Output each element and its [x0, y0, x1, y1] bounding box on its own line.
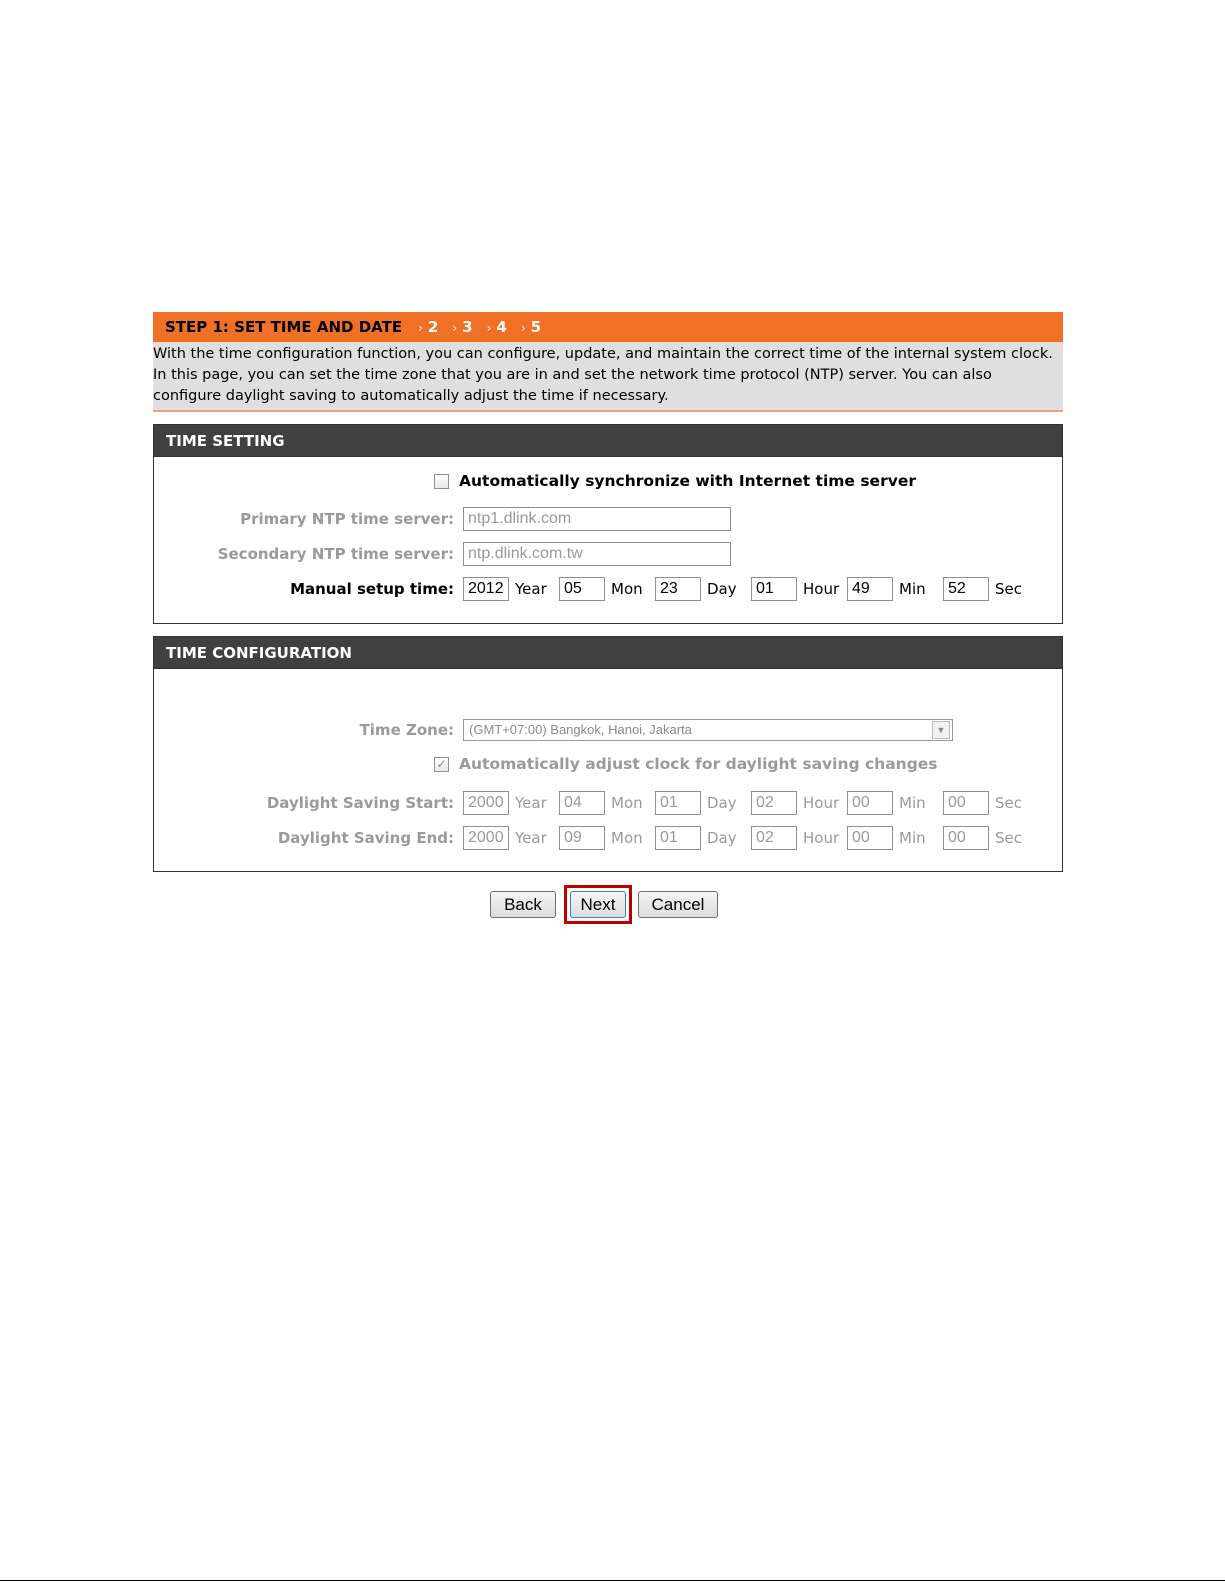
sec-unit: Sec — [995, 794, 1022, 812]
page-bottom-divider — [0, 1580, 1225, 1581]
primary-ntp-label: Primary NTP time server: — [240, 510, 454, 528]
manual-hour-input[interactable] — [751, 577, 797, 601]
mon-unit: Mon — [611, 580, 643, 598]
auto-sync-checkbox[interactable] — [434, 474, 449, 489]
manual-min-input[interactable] — [847, 577, 893, 601]
day-unit: Day — [707, 580, 737, 598]
timezone-select[interactable] — [463, 719, 953, 741]
sec-unit: Sec — [995, 829, 1022, 847]
hour-unit: Hour — [803, 794, 840, 812]
timezone-label: Time Zone: — [359, 721, 454, 739]
chevron-right-icon: › — [486, 321, 492, 335]
dst-start-day-input[interactable] — [655, 791, 701, 815]
hour-unit: Hour — [803, 580, 840, 598]
dst-end-hour-input[interactable] — [751, 826, 797, 850]
timezone-row — [154, 716, 1062, 744]
dst-start-min-input[interactable] — [847, 791, 893, 815]
secondary-ntp-label: Secondary NTP time server: — [217, 545, 454, 563]
time-config-section — [153, 636, 1063, 872]
min-unit: Min — [899, 794, 926, 812]
year-unit: Year — [515, 794, 547, 812]
manual-sec-input[interactable] — [943, 577, 989, 601]
chevron-right-icon: › — [520, 321, 526, 335]
year-unit: Year — [515, 580, 547, 598]
dst-end-mon-input[interactable] — [559, 826, 605, 850]
year-unit: Year — [515, 829, 547, 847]
dst-end-min-input[interactable] — [847, 826, 893, 850]
step-bar — [153, 312, 1063, 342]
min-unit: Min — [899, 580, 926, 598]
intro-text: With the time configuration function, you can configure, update, and maintain the correct time of the internal system clock. In this page, you can set the time zone that you are in and set the network time protocol (NTP) server. You can also configure daylight saving to automatically adjust the time if necessary. — [153, 342, 1063, 412]
chevron-down-icon[interactable]: ▼ — [932, 721, 950, 739]
dst-start-mon-input[interactable] — [559, 791, 605, 815]
chevron-right-icon: › — [452, 321, 458, 335]
step-list — [418, 318, 541, 336]
dst-auto-label: Automatically adjust clock for daylight saving changes — [459, 755, 938, 773]
manual-mon-input[interactable] — [559, 577, 605, 601]
time-config-title: TIME CONFIGURATION — [154, 637, 1062, 669]
dst-auto-checkbox[interactable]: ✓ — [434, 757, 449, 772]
time-setting-section — [153, 424, 1063, 624]
step-link-4[interactable]: › 4 — [486, 318, 507, 336]
mon-unit: Mon — [611, 794, 643, 812]
action-buttons — [490, 885, 718, 924]
dst-end-day-input[interactable] — [655, 826, 701, 850]
time-setting-body — [154, 457, 1062, 623]
step-link-2[interactable]: › 2 — [418, 318, 439, 336]
chevron-right-icon: › — [418, 321, 423, 335]
step-link-3[interactable]: › 3 — [452, 318, 473, 336]
dst-start-year-input[interactable] — [463, 791, 509, 815]
step-title: STEP 1: SET TIME AND DATE — [165, 318, 403, 336]
primary-ntp-row — [154, 505, 1062, 533]
min-unit: Min — [899, 829, 926, 847]
sec-unit: Sec — [995, 580, 1022, 598]
secondary-ntp-input[interactable] — [463, 542, 731, 566]
wizard-panel — [153, 312, 1063, 872]
next-button-highlight — [564, 885, 632, 924]
cancel-button[interactable]: Cancel — [638, 891, 718, 918]
mon-unit: Mon — [611, 829, 643, 847]
manual-time-label: Manual setup time: — [290, 580, 454, 598]
auto-sync-label: Automatically synchronize with Internet time server — [459, 472, 916, 490]
time-config-body — [154, 669, 1062, 871]
back-button[interactable]: Back — [490, 891, 556, 918]
dst-end-row — [154, 824, 1062, 852]
manual-time-row — [154, 575, 1062, 603]
day-unit: Day — [707, 794, 737, 812]
dst-start-hour-input[interactable] — [751, 791, 797, 815]
next-button[interactable]: Next — [570, 891, 626, 918]
auto-sync-row — [154, 467, 1062, 495]
dst-start-row — [154, 789, 1062, 817]
manual-year-input[interactable] — [463, 577, 509, 601]
timezone-value: (GMT+07:00) Bangkok, Hanoi, Jakarta — [469, 722, 692, 737]
dst-auto-row — [154, 750, 1062, 778]
time-setting-title: TIME SETTING — [154, 425, 1062, 457]
dst-end-label: Daylight Saving End: — [277, 829, 454, 847]
secondary-ntp-row — [154, 540, 1062, 568]
day-unit: Day — [707, 829, 737, 847]
dst-end-year-input[interactable] — [463, 826, 509, 850]
hour-unit: Hour — [803, 829, 840, 847]
primary-ntp-input[interactable] — [463, 507, 731, 531]
dst-end-sec-input[interactable] — [943, 826, 989, 850]
dst-start-sec-input[interactable] — [943, 791, 989, 815]
manual-day-input[interactable] — [655, 577, 701, 601]
dst-start-label: Daylight Saving Start: — [266, 794, 454, 812]
step-link-5[interactable]: › 5 — [520, 318, 542, 336]
